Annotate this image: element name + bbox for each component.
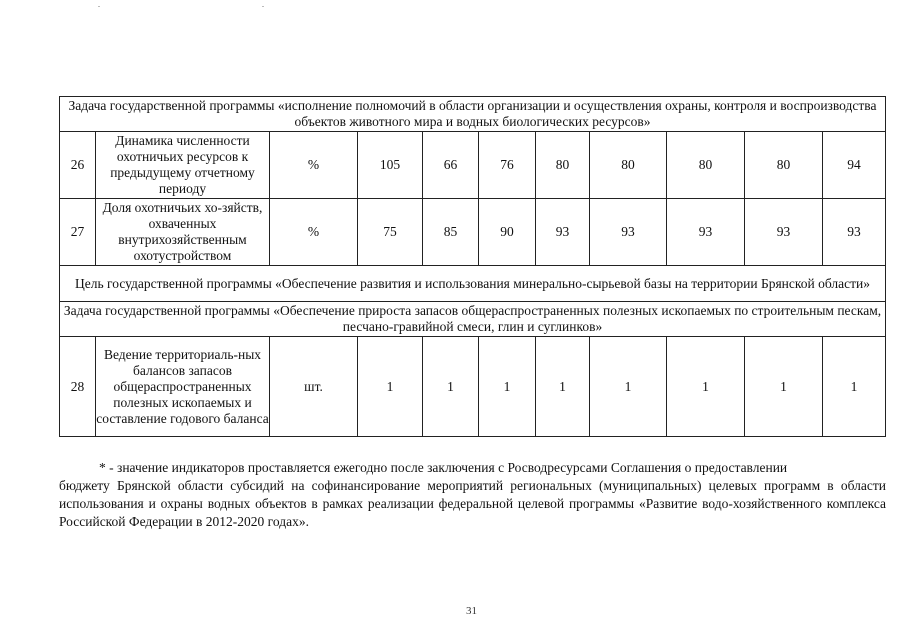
table-row: [60, 132, 886, 199]
goal-header-row: [60, 266, 886, 302]
scan-speck: [98, 6, 100, 7]
row-number: 28: [60, 337, 96, 437]
value-cell: 80: [590, 132, 667, 199]
value-cell: 80: [536, 132, 590, 199]
row-number: 26: [60, 132, 96, 199]
task-header-row: [60, 302, 886, 337]
indicators-table: [59, 96, 886, 437]
value-cell: 76: [479, 132, 536, 199]
value-cell: 1: [536, 337, 590, 437]
footnote-text: бюджету Брянской области субсидий на софинансирование мероприятий региональных (муниципальных) целевых программ в области использования и охраны водных объектов в рамках реализации федеральной целевой программы «Развитие водо-хозяйственного комплекса Российской Федерации в 2012-2020 годах».: [59, 478, 886, 529]
task-header-minerals: Задача государственной программы «Обеспечение прироста запасов общераспространенных полезных ископаемых по строительным пескам, песчано-гравийной смеси, глин и суглинков»: [60, 302, 886, 337]
value-cell: 1: [423, 337, 479, 437]
indicator-name: Динамика численности охотничьих ресурсов к предыдущему отчетному периоду: [96, 132, 270, 199]
value-cell: 1: [823, 337, 886, 437]
value-cell: 66: [423, 132, 479, 199]
value-cell: 105: [358, 132, 423, 199]
value-cell: 93: [590, 199, 667, 266]
value-cell: 93: [667, 199, 745, 266]
value-cell: 1: [667, 337, 745, 437]
value-cell: 90: [479, 199, 536, 266]
table-row: [60, 337, 886, 437]
row-number: 27: [60, 199, 96, 266]
value-cell: 93: [536, 199, 590, 266]
footnote: [59, 459, 886, 531]
value-cell: 80: [745, 132, 823, 199]
unit-cell: %: [270, 199, 358, 266]
indicator-name: Доля охотничьих хо-зяйств, охваченных внутрихозяйственным охотустройством: [96, 199, 270, 266]
task-header-wildlife: Задача государственной программы «исполнение полномочий в области организации и осуществления охраны, контроля и воспроизводства объектов животного мира и водных биологических ресурсов»: [60, 97, 886, 132]
goal-header-minerals: Цель государственной программы «Обеспечение развития и использования минерально-сырьевой базы на территории Брянской области»: [60, 266, 886, 302]
task-header-row: [60, 97, 886, 132]
footnote-first-line: * - значение индикаторов проставляется ежегодно после заключения с Росводресурсами Соглашения о предоставлении: [99, 460, 788, 475]
value-cell: 75: [358, 199, 423, 266]
value-cell: 1: [590, 337, 667, 437]
value-cell: 1: [358, 337, 423, 437]
indicator-name: Ведение территориаль-ных балансов запасов общераспространенных полезных ископаемых и составление годового баланса: [96, 337, 270, 437]
unit-cell: %: [270, 132, 358, 199]
value-cell: 93: [823, 199, 886, 266]
unit-cell: шт.: [270, 337, 358, 437]
value-cell: 1: [745, 337, 823, 437]
value-cell: 93: [745, 199, 823, 266]
table-row: [60, 199, 886, 266]
value-cell: 1: [479, 337, 536, 437]
scan-speck: [262, 6, 264, 7]
value-cell: 80: [667, 132, 745, 199]
value-cell: 94: [823, 132, 886, 199]
page-number: 31: [466, 605, 477, 617]
value-cell: 85: [423, 199, 479, 266]
